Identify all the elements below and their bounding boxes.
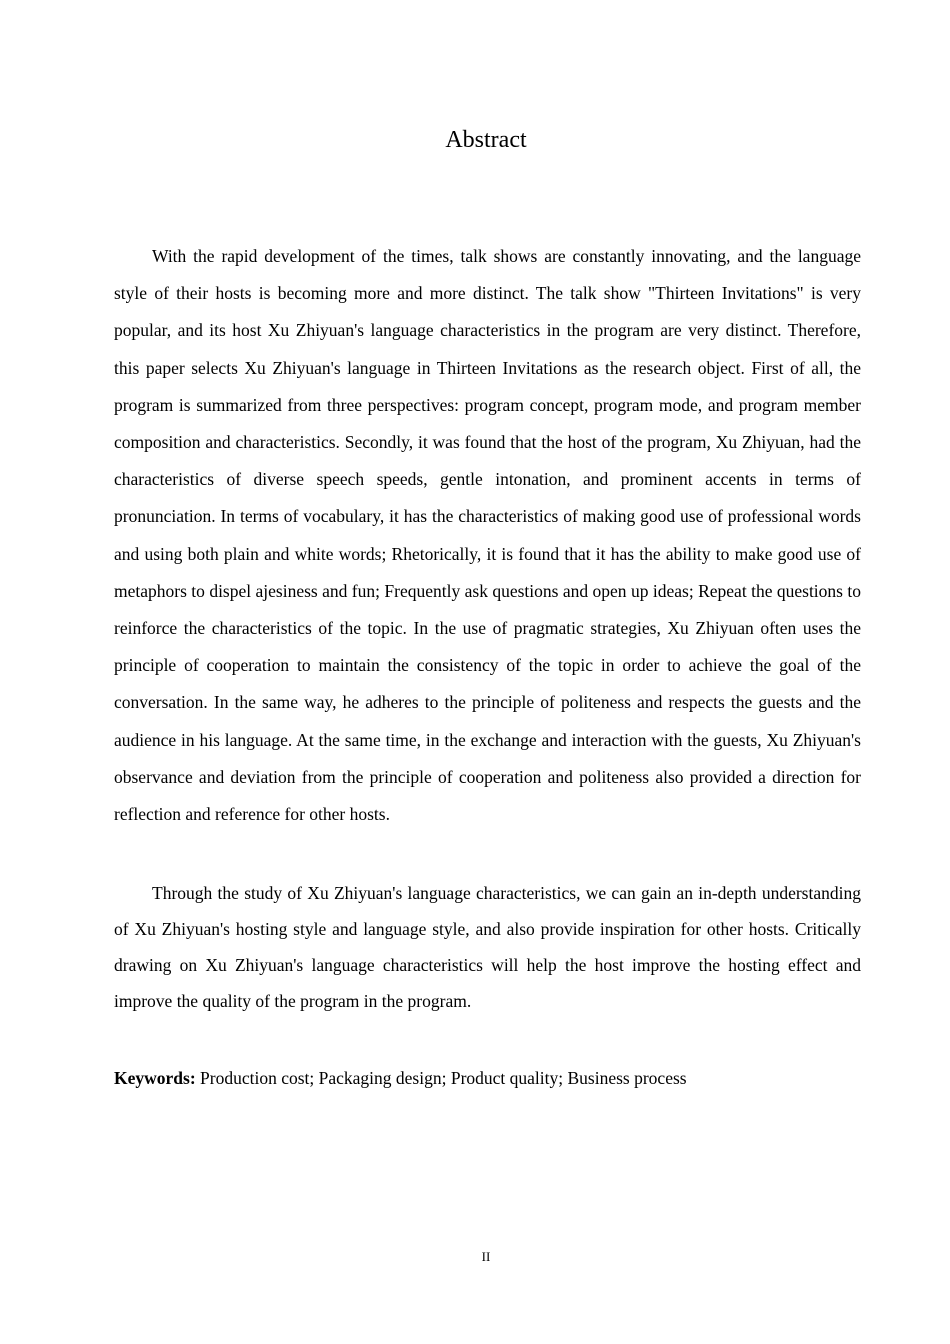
abstract-title: Abstract bbox=[445, 127, 527, 153]
keywords-text: Production cost; Packaging design; Product quality; Business process bbox=[200, 1068, 687, 1088]
abstract-paragraph-2-block bbox=[114, 875, 861, 1019]
keywords-label: Keywords: bbox=[114, 1068, 196, 1088]
abstract-paragraph-1-block bbox=[114, 238, 861, 833]
abstract-paragraph: Through the study of Xu Zhiyuan's language characteristics, we can gain an in-depth understanding of Xu Zhiyuan's hosting style and language style, and also provide inspiration for other hosts. Critically drawing on Xu Zhiyuan's language characteristics will help the host improve the hosting effect and improve the quality of the program in the program. bbox=[114, 883, 861, 1011]
keywords-line bbox=[114, 1066, 861, 1090]
page-number: II bbox=[481, 1249, 491, 1264]
abstract-paragraph: With the rapid development of the times, talk shows are constantly innovating, and the language style of their hosts is becoming more and more distinct. The talk show "Thirteen Invitations" is very popular, and its host Xu Zhiyuan's language characteristics in the program are very distinct. Therefore, this paper selects Xu Zhiyuan's language in Thirteen Invitations as the research object. First of all, the program is summarized from three perspectives: program concept, program mode, and program member composition and characteristics. Secondly, it was found that the host of the program, Xu Zhiyuan, had the characteristics of diverse speech speeds, gentle intonation, and prominent accents in terms of pronunciation. In terms of vocabulary, it has the characteristics of making good use of professional words and using both plain and white words; Rhetorically, it is found that it has the ability to make good use of metaphors to dispel ajesiness and fun; Frequently ask questions and open up ideas; Repeat the questions to reinforce the characteristics of the topic. In the use of pragmatic strategies, Xu Zhiyuan often uses the principle of cooperation to maintain the consistency of the topic in order to achieve the goal of the conversation. In the same way, he adheres to the principle of politeness and respects the guests and the audience in his language. At the same time, in the exchange and interaction with the guests, Xu Zhiyuan's observance and deviation from the principle of cooperation and politeness also provided a direction for reflection and reference for other hosts. bbox=[114, 246, 861, 825]
